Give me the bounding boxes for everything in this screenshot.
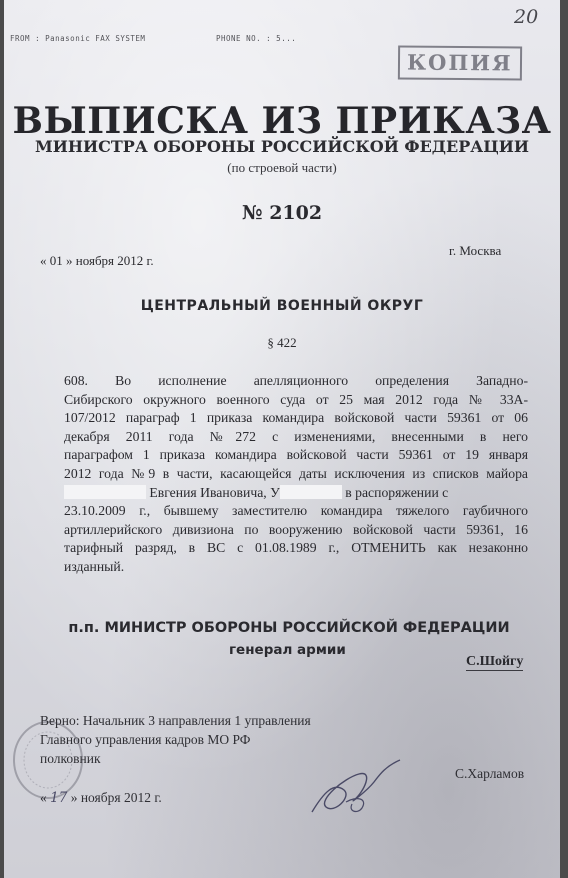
- ministry-heading: МИНИСТРА ОБОРОНЫ РОССИЙСКОЙ ФЕДЕРАЦИИ: [35, 137, 529, 156]
- body-fragment: в распоряжении с: [345, 484, 449, 500]
- fax-phone: PHONE NO. : 5...: [216, 34, 297, 43]
- signatory-title: п.п. МИНИСТР ОБОРОНЫ РОССИЙСКОЙ ФЕДЕРАЦИИ: [68, 620, 510, 636]
- body-line: 107/2012 параграф 1 приказа командира войсковой части 59361 от 06: [64, 410, 528, 426]
- redaction-block: [280, 485, 342, 499]
- certification-line: полковник: [40, 751, 101, 766]
- date-month-year: » ноября 2012 г.: [70, 790, 162, 805]
- body-line: 23.10.2009 г., бывшему заместителю командира тяжелого гаубичного: [64, 503, 528, 519]
- body-line: параграфом 1 приказа командира войсковой части 59361 от 19 января: [64, 447, 528, 463]
- fax-from: FROM : Panasonic FAX SYSTEM: [10, 34, 146, 43]
- handwritten-signature: [304, 752, 424, 822]
- certification-line: Главного управления кадров МО РФ: [40, 732, 251, 747]
- date-open-quote: «: [40, 790, 47, 805]
- handwritten-day: 17: [50, 790, 68, 806]
- certifier-name: С.Харламов: [455, 766, 525, 781]
- body-line-redacted: [64, 484, 528, 503]
- body-line: 2012 года №9 в части, касающейся даты исключения из списков майора: [64, 465, 528, 481]
- order-date: « 01 » ноября 2012 г.: [40, 253, 154, 268]
- body-line: изданный.: [64, 558, 125, 574]
- section-number: § 422: [267, 335, 297, 350]
- redaction-block: [64, 485, 146, 499]
- document-title: ВЫПИСКА ИЗ ПРИКАЗА: [12, 100, 552, 142]
- certification-line: Верно: Начальник 3 направления 1 управления: [40, 713, 311, 728]
- order-type-note: (по строевой части): [227, 160, 337, 175]
- order-body: [64, 372, 528, 577]
- signatory-rank: генерал армии: [229, 642, 346, 658]
- certification-date: [40, 790, 162, 806]
- body-fragment: Евгения Ивановича, У: [149, 484, 280, 500]
- body-line: артиллерийского дивизиона по вооружению войсковой части 59361, 16: [64, 521, 528, 537]
- signatory-name: С.Шойгу: [466, 654, 524, 669]
- document-page: [4, 0, 560, 878]
- body-line: Сибирского окружного военного суда от 25 мая 2012 года № 33А-: [64, 391, 528, 407]
- copy-stamp: КОПИЯ: [398, 45, 522, 80]
- order-city: г. Москва: [449, 243, 502, 258]
- body-line: декабря 2011 года №272 с изменениями, внесенными в него: [64, 428, 528, 444]
- certification-block: [40, 711, 311, 768]
- body-line: тарифный разряд, в ВС с 01.08.1989 г., ОТМЕНИТЬ как незаконно: [64, 540, 528, 556]
- district-heading: ЦЕНТРАЛЬНЫЙ ВОЕННЫЙ ОКРУГ: [140, 298, 424, 314]
- order-number: № 2102: [241, 202, 323, 224]
- handwritten-page-number: 20: [514, 6, 539, 28]
- body-line: 608. Во исполнение апелляционного определения Западно-: [64, 373, 528, 388]
